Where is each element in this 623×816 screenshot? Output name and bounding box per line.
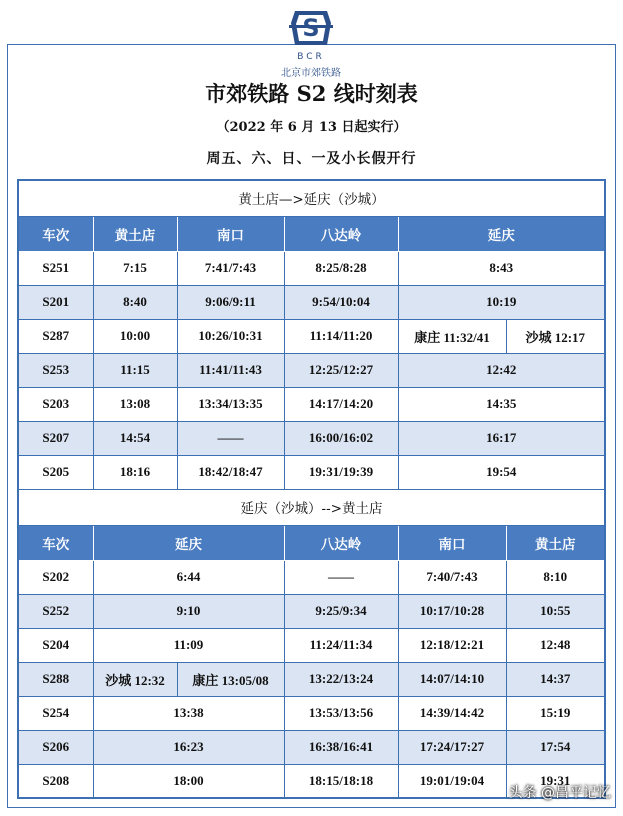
header-cell: 南口 bbox=[177, 216, 284, 251]
time-cell: 14:54 bbox=[93, 421, 177, 455]
section-2-title: 延庆（沙城）-->黄土店 bbox=[18, 489, 605, 525]
train-number: S206 bbox=[18, 730, 93, 764]
time-cell: 12:18/12:21 bbox=[398, 628, 506, 662]
table-row bbox=[18, 594, 605, 628]
time-cell: 14:17/14:20 bbox=[284, 387, 398, 421]
train-number: S287 bbox=[18, 319, 93, 353]
header-cell: 车次 bbox=[18, 525, 93, 560]
header-cell: 八达岭 bbox=[284, 216, 398, 251]
time-cell: 19:31 bbox=[506, 764, 605, 798]
time-cell: 7:41/7:43 bbox=[177, 251, 284, 285]
watermark: 头条 @昌平记忆 bbox=[508, 785, 611, 801]
time-cell: 14:35 bbox=[398, 387, 605, 421]
time-cell: 16:17 bbox=[398, 421, 605, 455]
time-cell: 9:54/10:04 bbox=[284, 285, 398, 319]
train-number: S208 bbox=[18, 764, 93, 798]
train-number: S288 bbox=[18, 662, 93, 696]
time-cell: 12:25/12:27 bbox=[284, 353, 398, 387]
time-cell: 康庄 13:05/08 bbox=[177, 662, 284, 696]
table-row bbox=[18, 628, 605, 662]
table-row bbox=[18, 662, 605, 696]
section-1-title-row bbox=[18, 180, 605, 216]
train-number: S253 bbox=[18, 353, 93, 387]
time-cell: 10:55 bbox=[506, 594, 605, 628]
timetable bbox=[17, 179, 606, 799]
time-cell: 11:09 bbox=[93, 628, 284, 662]
time-cell: 6:44 bbox=[93, 560, 284, 594]
time-cell: 14:07/14:10 bbox=[398, 662, 506, 696]
train-number: S204 bbox=[18, 628, 93, 662]
header-cell: 黄土店 bbox=[93, 216, 177, 251]
time-cell: 13:08 bbox=[93, 387, 177, 421]
time-cell: 13:53/13:56 bbox=[284, 696, 398, 730]
time-cell: 8:43 bbox=[398, 251, 605, 285]
time-cell: 12:48 bbox=[506, 628, 605, 662]
table-row bbox=[18, 730, 605, 764]
time-cell: 10:00 bbox=[93, 319, 177, 353]
train-number: S203 bbox=[18, 387, 93, 421]
time-cell: 19:01/19:04 bbox=[398, 764, 506, 798]
time-cell: 17:24/17:27 bbox=[398, 730, 506, 764]
train-number: S251 bbox=[18, 251, 93, 285]
time-cell: 9:06/9:11 bbox=[177, 285, 284, 319]
time-cell: 18:42/18:47 bbox=[177, 455, 284, 489]
table-row bbox=[18, 387, 605, 421]
time-cell: 11:41/11:43 bbox=[177, 353, 284, 387]
header-cell: 延庆 bbox=[93, 525, 284, 560]
operating-days: 周五、六、日、一及小长假开行 bbox=[206, 151, 417, 167]
section-2-header-row bbox=[18, 525, 605, 560]
section-1-title: 黄土店—>延庆（沙城） bbox=[18, 180, 605, 216]
time-cell: 10:19 bbox=[398, 285, 605, 319]
time-cell: 19:31/19:39 bbox=[284, 455, 398, 489]
time-cell: 8:10 bbox=[506, 560, 605, 594]
time-cell: 7:40/7:43 bbox=[398, 560, 506, 594]
table-row bbox=[18, 455, 605, 489]
time-cell: 18:16 bbox=[93, 455, 177, 489]
time-cell: 11:24/11:34 bbox=[284, 628, 398, 662]
time-cell: 11:14/11:20 bbox=[284, 319, 398, 353]
time-cell: 8:25/8:28 bbox=[284, 251, 398, 285]
time-cell: 7:15 bbox=[93, 251, 177, 285]
train-number: S254 bbox=[18, 696, 93, 730]
time-cell: 14:37 bbox=[506, 662, 605, 696]
logo-name: 北京市郊铁路 bbox=[281, 68, 341, 79]
time-cell: 10:17/10:28 bbox=[398, 594, 506, 628]
section-1-header-row bbox=[18, 216, 605, 251]
time-cell: —— bbox=[284, 560, 398, 594]
header-cell: 八达岭 bbox=[284, 525, 398, 560]
header-cell: 黄土店 bbox=[506, 525, 605, 560]
train-number: S202 bbox=[18, 560, 93, 594]
header-cell: 车次 bbox=[18, 216, 93, 251]
train-number: S252 bbox=[18, 594, 93, 628]
time-cell: 19:54 bbox=[398, 455, 605, 489]
time-cell: 9:10 bbox=[93, 594, 284, 628]
train-number: S207 bbox=[18, 421, 93, 455]
time-cell: 沙城 12:17 bbox=[506, 319, 605, 353]
time-cell: 10:26/10:31 bbox=[177, 319, 284, 353]
header-cell: 延庆 bbox=[398, 216, 605, 251]
table-row bbox=[18, 696, 605, 730]
time-cell: 8:40 bbox=[93, 285, 177, 319]
time-cell: 16:00/16:02 bbox=[284, 421, 398, 455]
time-cell: 15:19 bbox=[506, 696, 605, 730]
time-cell: 16:38/16:41 bbox=[284, 730, 398, 764]
time-cell: 16:23 bbox=[93, 730, 284, 764]
table-row bbox=[18, 319, 605, 353]
train-number: S205 bbox=[18, 455, 93, 489]
time-cell: 康庄 11:32/41 bbox=[398, 319, 506, 353]
time-cell: 17:54 bbox=[506, 730, 605, 764]
table-row bbox=[18, 353, 605, 387]
table-row bbox=[18, 285, 605, 319]
time-cell: 18:15/18:18 bbox=[284, 764, 398, 798]
effective-date: （2022 年 6 月 13 日起实行） bbox=[216, 120, 407, 135]
time-cell: 13:34/13:35 bbox=[177, 387, 284, 421]
bcr-logo-icon bbox=[285, 3, 337, 53]
time-cell: 14:39/14:42 bbox=[398, 696, 506, 730]
table-row bbox=[18, 251, 605, 285]
time-cell: 9:25/9:34 bbox=[284, 594, 398, 628]
logo-letters: BCR bbox=[297, 52, 325, 62]
table-row bbox=[18, 421, 605, 455]
time-cell: 18:00 bbox=[93, 764, 284, 798]
time-cell: 13:38 bbox=[93, 696, 284, 730]
time-cell: 13:22/13:24 bbox=[284, 662, 398, 696]
page-title: 市郊铁路 S2 线时刻表 bbox=[205, 81, 418, 106]
train-number: S201 bbox=[18, 285, 93, 319]
section-2-title-row bbox=[18, 489, 605, 525]
header-cell: 南口 bbox=[398, 525, 506, 560]
table-row bbox=[18, 560, 605, 594]
time-cell: 12:42 bbox=[398, 353, 605, 387]
time-cell: 11:15 bbox=[93, 353, 177, 387]
time-cell: —— bbox=[177, 421, 284, 455]
time-cell: 沙城 12:32 bbox=[93, 662, 177, 696]
